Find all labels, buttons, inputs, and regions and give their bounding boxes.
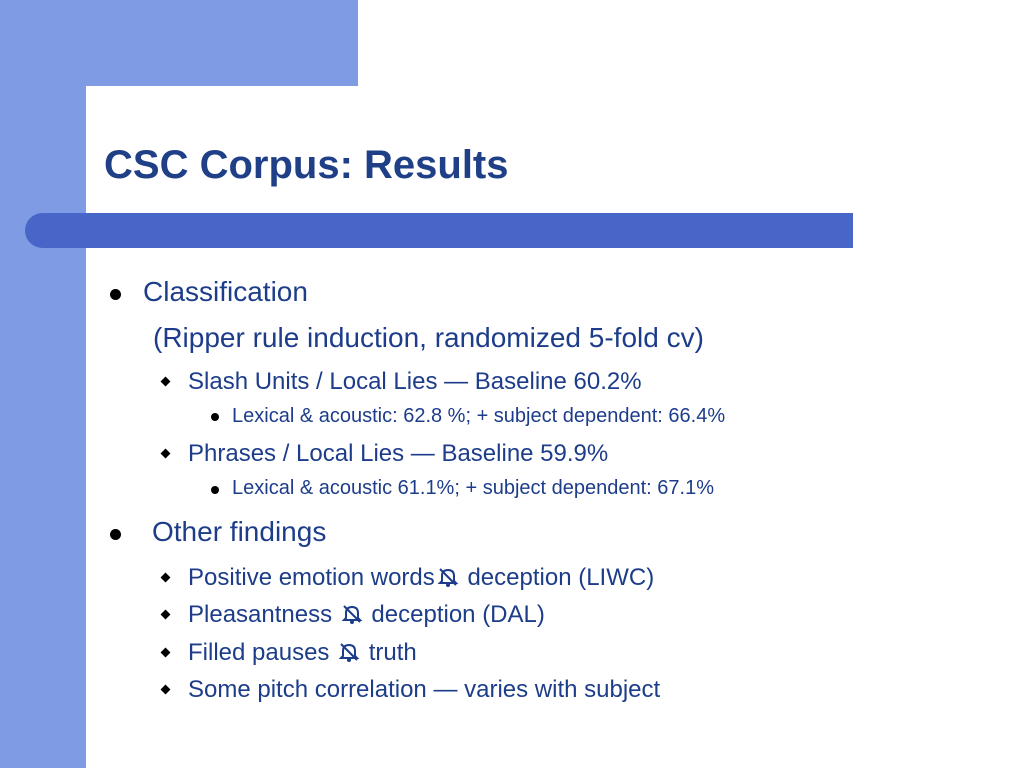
- classification-note: (Ripper rule induction, randomized 5-fold cv): [153, 322, 704, 353]
- bullet-pitch-correlation: Some pitch correlation — varies with subject: [188, 676, 661, 703]
- bullet-dot: [211, 486, 219, 494]
- bullet-slash-units-detail: Lexical & acoustic: 62.8 %; + subject dependent: 66.4%: [232, 405, 726, 427]
- filled-text-b: truth: [362, 639, 417, 666]
- bullet-phrases-detail: Lexical & acoustic 61.1%; + subject dependent: 67.1%: [232, 477, 714, 499]
- bullet-dot: [211, 413, 219, 421]
- crossed-bell-icon: [341, 603, 363, 632]
- crossed-bell-icon: [338, 641, 360, 670]
- bullet-dot: [110, 289, 121, 300]
- bullet-phrases: Phrases / Local Lies — Baseline 59.9%: [188, 440, 609, 467]
- bullet-dot: [110, 529, 121, 540]
- bullet-classification: Classification: [143, 276, 308, 307]
- pleasantness-text-a: Pleasantness: [188, 601, 339, 628]
- diamond-bullet: [161, 610, 171, 620]
- bullet-pleasantness: [188, 601, 545, 632]
- positive-text-b: deception (LIWC): [460, 564, 655, 591]
- crossed-bell-icon: [437, 566, 459, 595]
- diamond-bullet: [161, 377, 171, 387]
- diamond-bullet: [161, 648, 171, 658]
- diamond-bullet: [161, 449, 171, 459]
- bullet-filled-pauses: [188, 639, 417, 670]
- bullet-positive-emotion: [188, 564, 654, 595]
- diamond-bullet: [161, 573, 171, 583]
- pleasantness-text-b: deception (DAL): [364, 601, 545, 628]
- filled-text-a: Filled pauses: [188, 639, 337, 666]
- slide-title: CSC Corpus: Results: [104, 143, 509, 187]
- bullet-slash-units: Slash Units / Local Lies — Baseline 60.2%: [188, 368, 642, 395]
- bullet-other-findings: Other findings: [152, 516, 327, 547]
- positive-text-a: Positive emotion words: [188, 564, 435, 591]
- diamond-bullet: [161, 685, 171, 695]
